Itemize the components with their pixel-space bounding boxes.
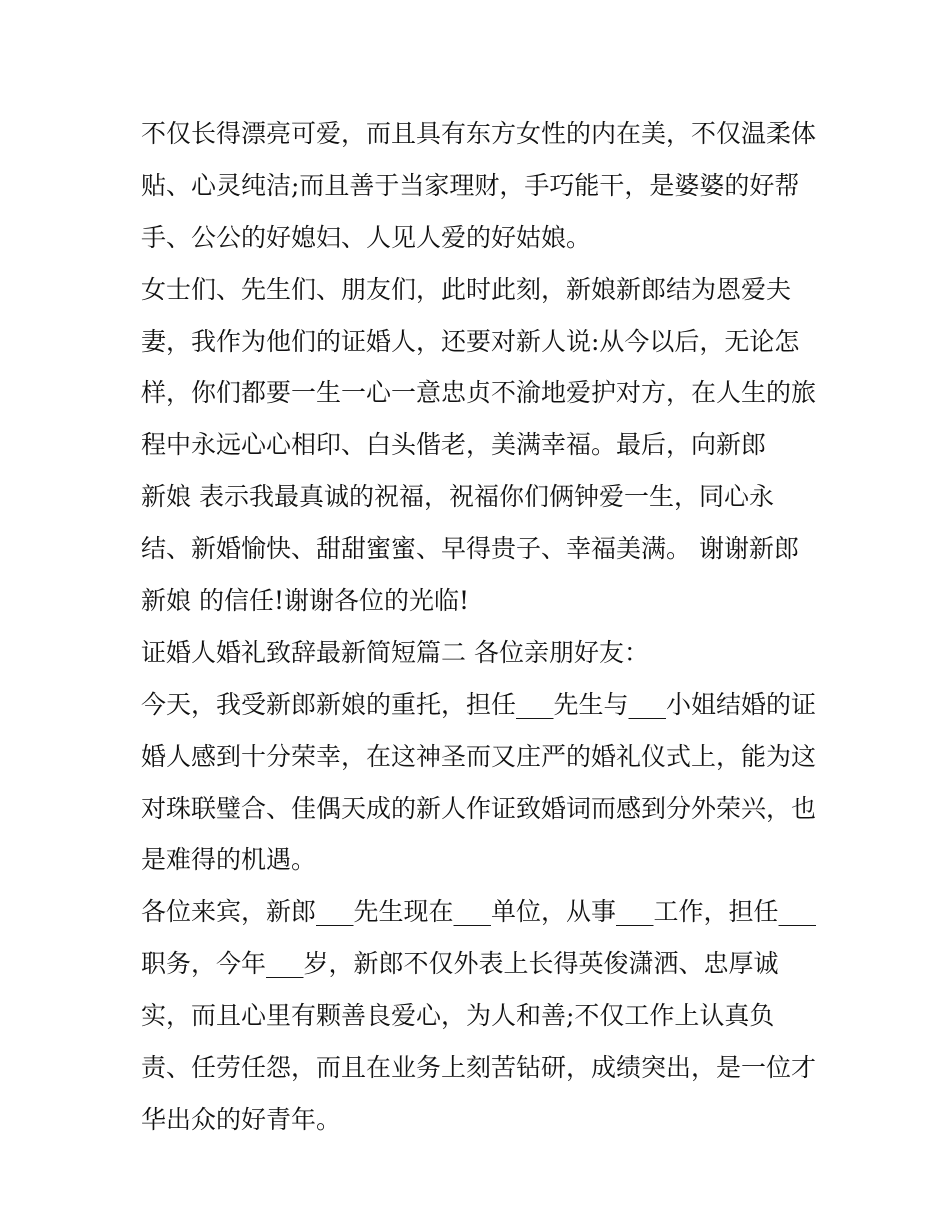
section-heading: 证婚人婚礼致辞最新简短篇二 各位亲朋好友： — [141, 637, 649, 667]
text-line: 职务，今年___岁，新郎不仅外表上长得英俊潇洒、忠厚诚 — [141, 949, 779, 979]
text-line: 新娘 的信任!谢谢各位的光临! — [141, 586, 470, 616]
text-line: 各位来宾，新郎___先生现在___单位，从事___工作，担任___ — [141, 897, 817, 927]
text-line: 责、任劳任怨，而且在业务上刻苦钻研，成绩突出，是一位才 — [141, 1053, 817, 1083]
text-line: 今天，我受新郎新娘的重托，担任___先生与___小姐结婚的证 — [141, 689, 817, 719]
text-line: 婚人感到十分荣幸，在这神圣而又庄严的婚礼仪式上，能为这 — [141, 741, 817, 771]
text-line: 对珠联璧合、佳偶天成的新人作证致婚词而感到分外荣兴，也 — [141, 793, 817, 823]
text-line: 贴、心灵纯洁;而且善于当家理财，手巧能干，是婆婆的好帮 — [141, 170, 800, 200]
text-line: 女士们、先生们、朋友们，此时此刻，新娘新郎结为恩爱夫 — [141, 274, 792, 304]
text-line: 妻，我作为他们的证婚人，还要对新人说:从今以后，无论怎 — [141, 326, 800, 356]
document-body — [141, 108, 821, 1146]
text-line: 结、新婚愉快、甜甜蜜蜜、早得贵子、幸福美满。 谢谢新郎 — [141, 534, 799, 564]
text-line: 手、公公的好媳妇、人见人爱的好姑娘。 — [141, 222, 592, 252]
text-line: 不仅长得漂亮可爱，而且具有东方女性的内在美，不仅温柔体 — [141, 119, 817, 148]
text-line: 程中永远心心相印、白头偕老，美满幸福。最后，向新郎 — [141, 430, 767, 460]
text-line: 实，而且心里有颗善良爱心，为人和善;不仅工作上认真负 — [141, 1001, 775, 1031]
text-line: 华出众的好青年。 — [141, 1104, 342, 1134]
text-line: 样，你们都要一生一心一意忠贞不渝地爱护对方，在人生的旅 — [141, 378, 817, 408]
text-line: 是难得的机遇。 — [141, 845, 317, 875]
text-line: 新娘 表示我最真诚的祝福，祝福你们俩钟爱一生，同心永 — [141, 482, 774, 512]
